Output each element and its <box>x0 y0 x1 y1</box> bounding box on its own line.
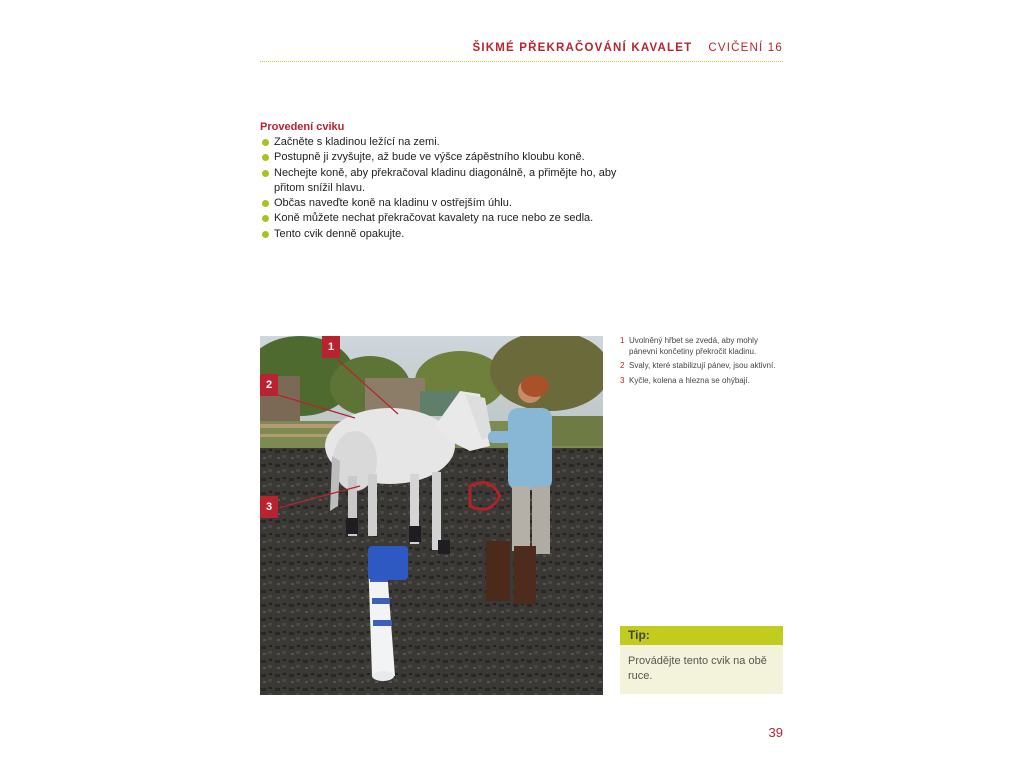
caption-text: Kyčle, kolena a hlezna se ohýbají. <box>629 375 750 385</box>
caption-number: 1 <box>620 336 625 345</box>
bullet-icon <box>262 215 269 222</box>
caption-item <box>620 336 785 357</box>
list-item: Tento cvik denně opakujte. <box>260 227 620 242</box>
chapter-title: ŠIKMÉ PŘEKRAČOVÁNÍ KAVALET <box>472 42 693 54</box>
caption-number: 2 <box>620 361 625 370</box>
exercise-label: CVIČENÍ 16 <box>708 42 783 54</box>
instructions-heading: Provedení cviku <box>260 121 345 133</box>
running-header <box>260 42 783 62</box>
tip-title: Tip: <box>620 626 783 645</box>
photo-captions <box>620 336 785 390</box>
list-item: Koně můžete nechat překračovat kavalety na ruce nebo ze sedla. <box>260 211 620 226</box>
instructions-section <box>260 120 620 242</box>
bullet-icon <box>262 154 269 161</box>
photo-marker-3: 3 <box>260 496 278 518</box>
list-item: Nechejte koně, aby překračoval kladinu diagonálně, a přimějte ho, aby přitom snížil hlavu. <box>260 166 620 197</box>
page-number: 39 <box>768 725 783 740</box>
header-divider <box>260 61 783 62</box>
horse-photo <box>260 336 603 695</box>
caption-text: Uvolněný hřbet se zvedá, aby mohly pánevní končetiny překročit kladinu. <box>629 336 758 356</box>
list-item: Postupně ji zvyšujte, až bude ve výšce zápěstního kloubu koně. <box>260 150 620 165</box>
caption-number: 3 <box>620 375 625 385</box>
photo-marker-2: 2 <box>260 374 278 396</box>
instructions-list <box>260 135 620 242</box>
tip-text: Provádějte tento cvik na obě ruce. <box>628 655 767 682</box>
bullet-icon <box>262 139 269 146</box>
bullet-icon <box>262 200 269 207</box>
bullet-icon <box>262 170 269 177</box>
bullet-icon <box>262 231 269 238</box>
list-item: Občas naveďte koně na kladinu v ostřejším úhlu. <box>260 196 620 211</box>
caption-item <box>620 376 785 387</box>
photo-marker-1: 1 <box>322 336 340 358</box>
tip-box <box>620 626 783 694</box>
caption-item <box>620 361 785 372</box>
caption-text: Svaly, které stabilizují pánev, jsou aktivní. <box>629 361 776 370</box>
horse-photo-illustration <box>260 336 603 695</box>
list-item: Začněte s kladinou ležící na zemi. <box>260 135 620 150</box>
